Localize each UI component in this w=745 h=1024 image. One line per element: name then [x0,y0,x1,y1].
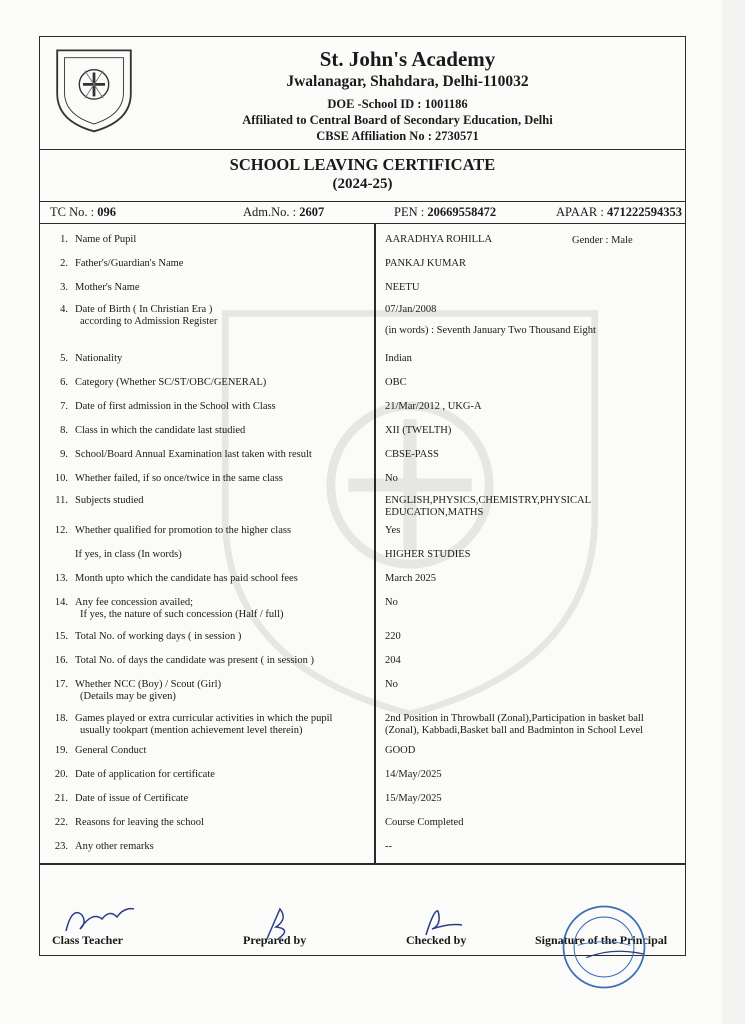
row-label [75,769,365,781]
row-number: 23. [54,841,68,852]
row-value-line-2: (in words) : Seventh January Two Thousand Eight [385,325,596,336]
row-value [385,549,680,561]
row-value [385,473,680,485]
row-value [385,817,680,829]
adm-no [243,205,324,220]
row-number: 2. [60,258,68,269]
row-label [75,495,365,507]
row-number: 22. [54,817,68,828]
row-label-line: If yes, in class (In words) [75,549,182,560]
cbse-affiliation-no: CBSE Affiliation No : 2730571 [316,129,479,143]
row-label [75,258,365,270]
row-number: 21. [54,793,68,804]
row-value [385,745,680,757]
row-number: 17. [54,679,68,690]
row-value [385,495,680,519]
row-label [75,525,365,537]
row-value-line: GOOD [385,745,416,756]
row-value-line: ENGLISH,PHYSICS,CHEMISTRY,PHYSICAL [385,495,592,506]
prepared-by-label: Prepared by [243,933,307,947]
row-value-line-2: EDUCATION,MATHS [385,507,484,518]
row-value [385,353,680,365]
row-number: 19. [54,745,68,756]
row-value-line: No [385,597,398,608]
row-value-line: OBC [385,377,407,388]
row-value-line: 204 [385,655,401,666]
row-label-line: Date of issue of Certificate [75,793,189,804]
row-value-line: 2nd Position in Throwball (Zonal),Participation in basket ball [385,713,644,724]
row-number: 15. [54,631,68,642]
row-label [75,597,365,621]
row-value [385,258,680,270]
row-label [75,353,365,365]
row-number: 8. [60,425,68,436]
row-label [75,304,365,328]
row-value-line: NEETU [385,282,420,293]
adm-label: Adm.No. : [243,205,297,219]
row-value-line: Course Completed [385,817,464,828]
pen-no [394,205,496,220]
row-value-line: CBSE-PASS [385,449,439,460]
row-value-line: 220 [385,631,401,642]
row-value-line: PANKAJ KUMAR [385,258,467,269]
row-label [75,425,365,437]
row-number: 4. [60,304,68,315]
affiliation-line: Affiliated to Central Board of Secondary Education, Delhi [242,113,553,127]
row-value-line: 14/May/2025 [385,769,442,780]
row-label-line: Class in which the candidate last studied [75,425,246,436]
row-label-line: Date of Birth ( In Christian Era ) [75,304,213,315]
row-value-line: XII (TWELTH) [385,425,452,436]
row-label [75,401,365,413]
row-label [75,841,365,853]
row-value [385,449,680,461]
row-label-line: Games played or extra curricular activities in which the pupil [75,713,333,724]
row-label [75,449,365,461]
row-label [75,745,365,757]
row-label-line: Mother's Name [75,282,140,293]
pen-value: 20669558472 [427,205,497,219]
row-label-line: Whether failed, if so once/twice in the same class [75,473,283,484]
row-label [75,549,365,561]
row-value-line-2: (Zonal), Kabbadi,Basket ball and Badminton in School Level [385,725,644,736]
row-label-line: Reasons for leaving the school [75,817,204,828]
apaar-no [556,205,682,220]
principal-signature-label: Signature of the Principal [535,933,668,947]
class-teacher-signature-icon [62,901,142,937]
row-label [75,713,365,737]
row-number: 6. [60,377,68,388]
row-label [75,234,365,246]
row-label [75,793,365,805]
row-value-line: -- [385,841,392,852]
row-label [75,282,365,294]
row-number: 11. [55,495,68,506]
school-address: Jwalanagar, Shahdara, Delhi-110032 [286,73,529,90]
row-value [385,631,680,643]
adm-value: 2607 [299,205,325,219]
row-label [75,655,365,667]
pen-label: PEN : [394,205,425,219]
school-name: St. John's Academy [319,47,496,71]
row-value-line: AARADHYA ROHILLA [385,234,493,245]
row-label-line: Month upto which the candidate has paid school fees [75,573,298,584]
certificate-frame [39,36,686,956]
row-label-line: Date of first admission in the School with Class [75,401,276,412]
row-label-line: Total No. of days the candidate was present ( in session ) [75,655,314,666]
apaar-label: APAAR : [556,205,604,219]
row-number: 14. [54,597,68,608]
row-value [385,377,680,389]
certificate-title-box [40,149,685,202]
row-value [385,655,680,667]
row-label [75,631,365,643]
row-number: 12. [54,525,68,536]
row-label-line-2: If yes, the nature of such concession (Half / full) [80,609,284,620]
row-label-line: Any fee concession availed; [75,597,194,608]
row-label-line: Any other remarks [75,841,154,852]
row-label-line: Whether qualified for promotion to the higher class [75,525,292,536]
row-label-line-2: (Details may be given) [80,691,176,702]
row-label-line: General Conduct [75,745,147,756]
row-label [75,473,365,485]
certificate-session: (2024-25) [332,176,393,192]
row-label [75,817,365,829]
row-value [385,282,680,294]
row-value [385,769,680,781]
row-number: 9. [60,449,68,460]
row-value-line: 15/May/2025 [385,793,442,804]
apaar-value: 471222594353 [606,205,682,219]
gender: Gender : Male [572,235,633,246]
row-number: 13. [54,573,68,584]
tc-label: TC No. : [50,205,95,219]
row-number: 7. [60,401,68,412]
row-label-line: School/Board Annual Examination last taken with result [75,449,312,460]
row-number: 16. [54,655,68,666]
school-header [40,37,685,150]
checked-by-label: Checked by [406,933,467,947]
row-label-line: Subjects studied [75,495,144,506]
row-label-line: Category (Whether SC/ST/OBC/GENERAL) [75,377,267,388]
tc-no [50,205,116,220]
row-label-line: Total No. of working days ( in session ) [75,631,242,642]
row-value-line: March 2025 [385,573,437,584]
row-number: 18. [54,713,68,724]
row-value [385,425,680,437]
row-number: 20. [54,769,68,780]
row-number: 5. [60,353,68,364]
row-number: 1. [60,234,68,245]
row-value [385,573,680,585]
row-value [385,793,680,805]
row-value-line: Yes [385,525,401,536]
tc-value: 096 [97,205,116,219]
row-label-line: Date of application for certificate [75,769,215,780]
row-value [385,713,680,737]
rows-bottom-border [40,863,685,865]
row-value [385,841,680,853]
row-value [385,525,680,537]
row-value-line: No [385,679,398,690]
row-label-line: Whether NCC (Boy) / Scout (Girl) [75,679,222,690]
row-value-line: HIGHER STUDIES [385,549,471,560]
row-label-line-2: according to Admission Register [80,316,218,327]
row-label-line: Name of Pupil [75,234,137,245]
row-value [385,597,680,609]
row-value [385,234,680,246]
row-label [75,377,365,389]
class-teacher-label: Class Teacher [52,933,124,947]
row-value-line: No [385,473,398,484]
row-value-line: 07/Jan/2008 [385,304,437,315]
row-label-line: Father's/Guardian's Name [75,258,184,269]
certificate-title: SCHOOL LEAVING CERTIFICATE [229,155,496,174]
row-number: 10. [54,473,68,484]
row-label [75,679,365,703]
row-value [385,401,680,413]
row-number: 3. [60,282,68,293]
row-value [385,679,680,691]
row-label [75,573,365,585]
row-value [385,304,680,337]
id-strip [40,201,685,224]
doe-school-id: DOE -School ID : 1001186 [327,97,468,111]
principal-stamp-icon [560,903,648,991]
row-value-line: 21/Mar/2012 , UKG-A [385,401,482,412]
row-value-line: Indian [385,353,412,364]
row-label-line-2: usually tookpart (mention achievement level therein) [80,725,303,736]
row-label-line: Nationality [75,353,123,364]
